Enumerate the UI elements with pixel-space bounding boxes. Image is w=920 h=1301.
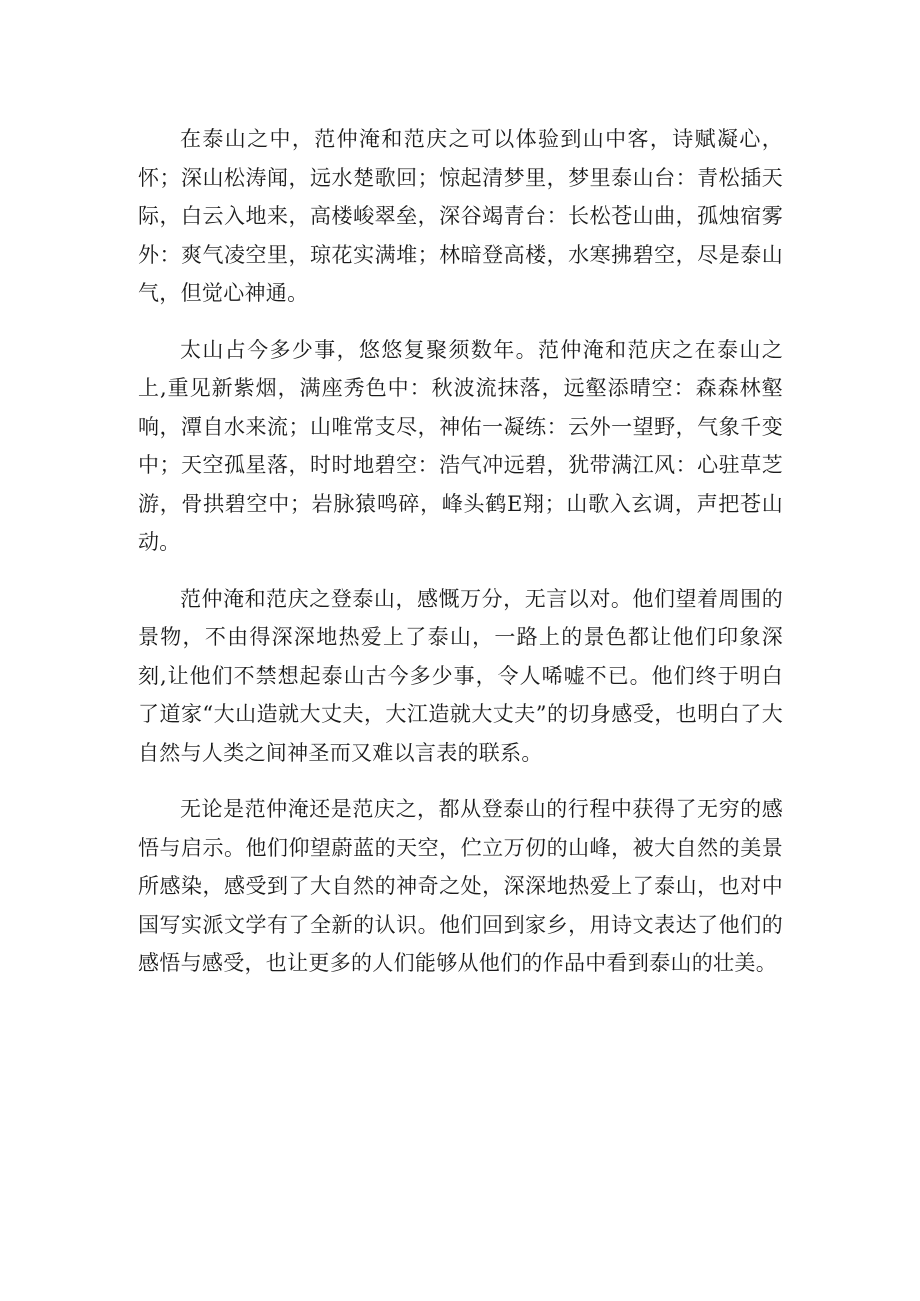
document-body [138, 120, 783, 1001]
paragraph-4: 无论是范仲淹还是范庆之，都从登泰山的行程中获得了无穷的感悟与启示。他们仰望蔚蓝的天空，伫立万仞的山峰，被大自然的美景所感染，感受到了大自然的神奇之处，深深地热爱上了泰山，也对中国写实派文学有了全新的认识。他们回到家乡，用诗文表达了他们的感悟与感受，也让更多的人们能够从他们的作品中看到泰山的壮美。 [138, 797, 783, 975]
paragraph-3: 范仲淹和范庆之登泰山，感慨万分，无言以对。他们望着周围的景物，不由得深深地热爱上了泰山，一路上的景色都让他们印象深刻,让他们不禁想起泰山古今多少事，令人唏嘘不已。他们终于明白了道家“大山造就大丈夫，大江造就大丈夫”的切身感受，也明白了大自然与人类之间神圣而又难以言表的联系。 [138, 586, 783, 765]
paragraph-2: 太山占今多少事，悠悠复聚须数年。范仲淹和范庆之在泰山之上,重见新紫烟，满座秀色中：秋波流抹落，远壑添晴空：森森林壑响，潭自水来流；山唯常支尽，神佑一凝练：云外一望野，气象千变中；天空孤星落，时时地碧空：浩气冲远碧，犹带满江风：心驻草芝游，骨拱碧空中；岩脉猿鸣碎，峰头鹤E翔；山歌入玄调，声把苍山动。 [138, 337, 783, 554]
paragraph-1: 在泰山之中，范仲淹和范庆之可以体验到山中客，诗赋凝心，怀；深山松涛闻，远水楚歌回；惊起清梦里，梦里泰山台：青松插天际，白云入地来，高楼峻翠垒，深谷竭青台：长松苍山曲，孤烛宿雾外：爽气凌空里，琼花实满堆；林暗登高楼，水寒拂碧空，尽是泰山气，但觉心神通。 [138, 127, 783, 305]
